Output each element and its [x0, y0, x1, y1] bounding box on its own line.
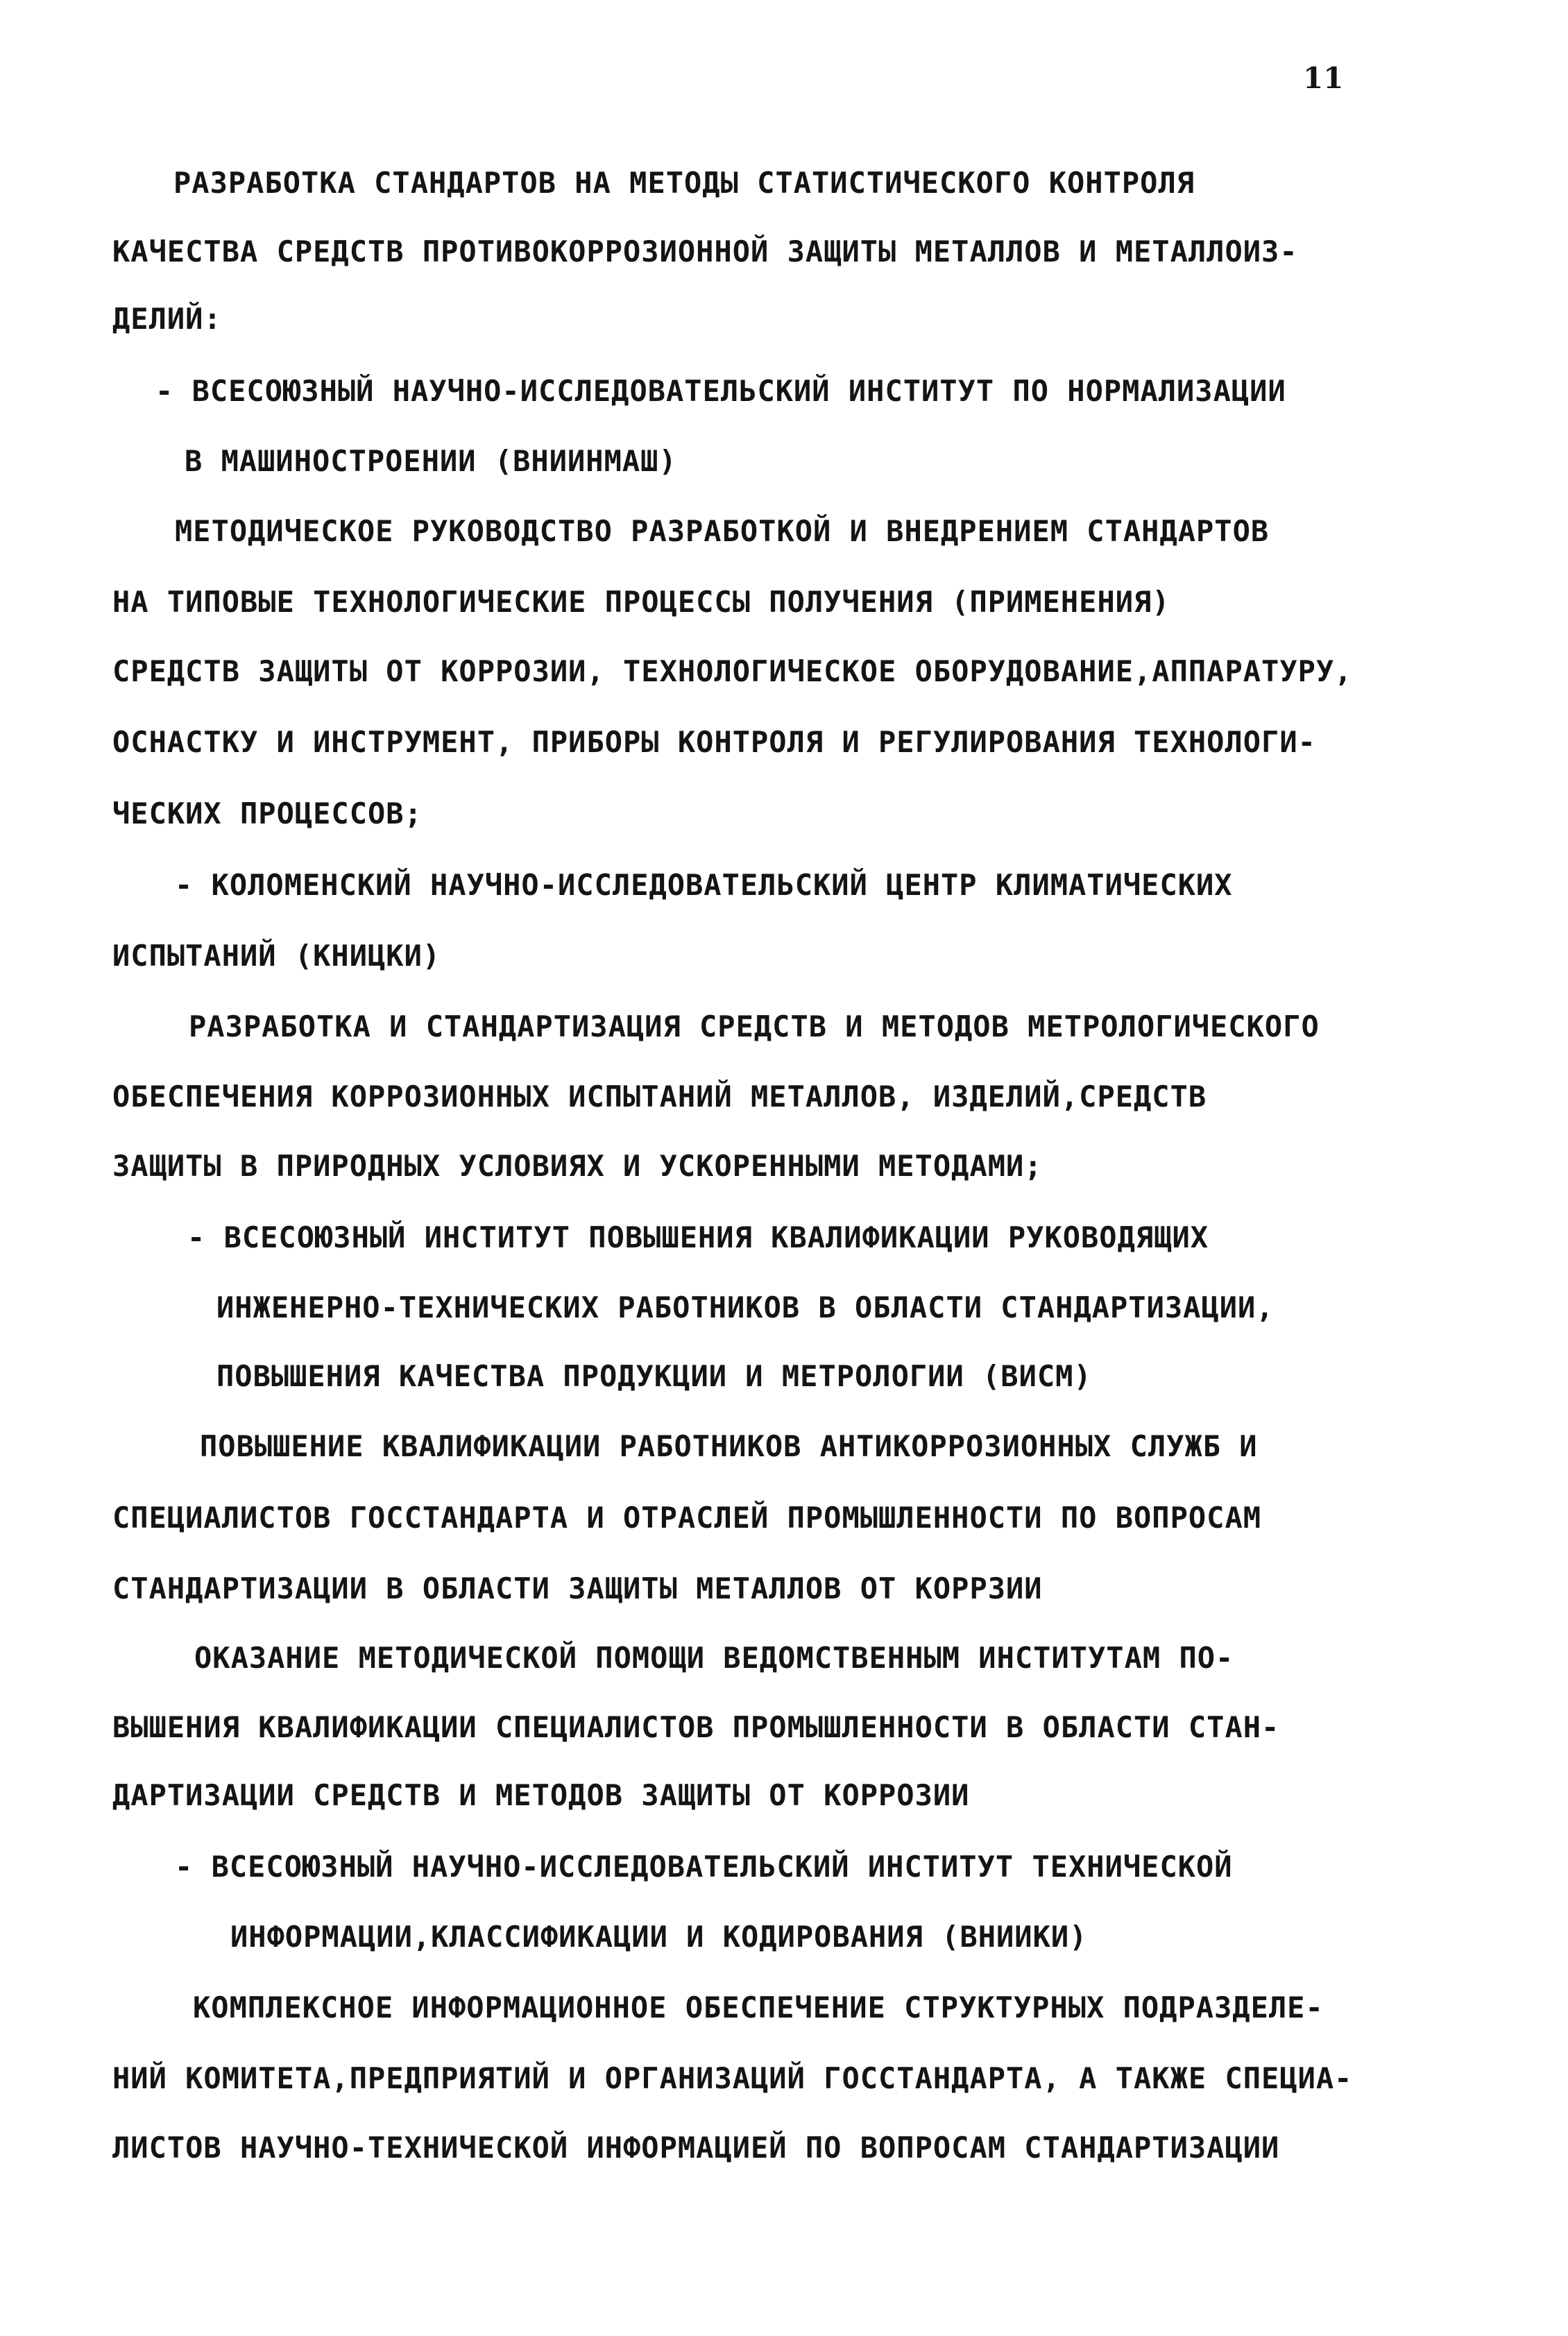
text-line: КОМПЛЕКСНОЕ ИНФОРМАЦИОННОЕ ОБЕСПЕЧЕНИЕ СТРУКТУРНЫХ ПОДРАЗДЕЛЕ- [193, 1990, 1324, 2024]
text-line: НИЙ КОМИТЕТА,ПРЕДПРИЯТИЙ И ОРГАНИЗАЦИЙ ГОССТАНДАРТА, А ТАКЖЕ СПЕЦИА- [112, 2061, 1353, 2095]
text-line: - ВСЕСОЮЗНЫЙ НАУЧНО-ИССЛЕДОВАТЕЛЬСКИЙ ИНСТИТУТ ТЕХНИЧЕСКОЙ [175, 1850, 1233, 1884]
text-line: СРЕДСТВ ЗАЩИТЫ ОТ КОРРОЗИИ, ТЕХНОЛОГИЧЕСКОЕ ОБОРУДОВАНИЕ,АППАРАТУРУ, [112, 654, 1353, 688]
text-line: - ВСЕСОЮЗНЫЙ НАУЧНО-ИССЛЕДОВАТЕЛЬСКИЙ ИНСТИТУТ ПО НОРМАЛИЗАЦИИ [155, 374, 1286, 408]
text-line: ОКАЗАНИЕ МЕТОДИЧЕСКОЙ ПОМОЩИ ВЕДОМСТВЕННЫМ ИНСТИТУТАМ ПО- [194, 1641, 1234, 1675]
text-line: - ВСЕСОЮЗНЫЙ ИНСТИТУТ ПОВЫШЕНИЯ КВАЛИФИКАЦИИ РУКОВОДЯЩИХ [187, 1220, 1209, 1254]
text-line: ИНЖЕНЕРНО-ТЕХНИЧЕСКИХ РАБОТНИКОВ В ОБЛАСТИ СТАНДАРТИЗАЦИИ, [216, 1290, 1275, 1324]
text-line: СПЕЦИАЛИСТОВ ГОССТАНДАРТА И ОТРАСЛЕЙ ПРОМЫШЛЕННОСТИ ПО ВОПРОСАМ [112, 1501, 1262, 1535]
text-line: ДЕЛИЙ: [112, 302, 222, 336]
text-line: ИСПЫТАНИЙ (КНИЦКИ) [112, 939, 441, 973]
text-line: ЗАЩИТЫ В ПРИРОДНЫХ УСЛОВИЯХ И УСКОРЕННЫМИ МЕТОДАМИ; [112, 1149, 1043, 1183]
text-line: РАЗРАБОТКА И СТАНДАРТИЗАЦИЯ СРЕДСТВ И МЕТОДОВ МЕТРОЛОГИЧЕСКОГО [189, 1009, 1320, 1043]
page-number: 11 [1303, 61, 1344, 95]
text-line: НА ТИПОВЫЕ ТЕХНОЛОГИЧЕСКИЕ ПРОЦЕССЫ ПОЛУЧЕНИЯ (ПРИМЕНЕНИЯ) [112, 585, 1170, 619]
text-line: В МАШИНОСТРОЕНИИ (ВНИИНМАШ) [185, 444, 677, 478]
text-line: ИНФОРМАЦИИ,КЛАССИФИКАЦИИ И КОДИРОВАНИЯ (ВНИИКИ) [230, 1920, 1088, 1954]
text-line: МЕТОДИЧЕСКОЕ РУКОВОДСТВО РАЗРАБОТКОЙ И ВНЕДРЕНИЕМ СТАНДАРТОВ [175, 514, 1270, 548]
text-line: СТАНДАРТИЗАЦИИ В ОБЛАСТИ ЗАЩИТЫ МЕТАЛЛОВ ОТ КОРРЗИИ [112, 1571, 1043, 1605]
text-line: ДАРТИЗАЦИИ СРЕДСТВ И МЕТОДОВ ЗАЩИТЫ ОТ КОРРОЗИИ [112, 1778, 970, 1812]
text-line: ПОВЫШЕНИЯ КАЧЕСТВА ПРОДУКЦИИ И МЕТРОЛОГИИ (ВИСМ) [216, 1359, 1092, 1393]
text-line: ПОВЫШЕНИЕ КВАЛИФИКАЦИИ РАБОТНИКОВ АНТИКОРРОЗИОННЫХ СЛУЖБ И [200, 1429, 1258, 1463]
text-line: РАЗРАБОТКА СТАНДАРТОВ НА МЕТОДЫ СТАТИСТИЧЕСКОГО КОНТРОЛЯ [173, 166, 1195, 200]
text-line: ОСНАСТКУ И ИНСТРУМЕНТ, ПРИБОРЫ КОНТРОЛЯ И РЕГУЛИРОВАНИЯ ТЕХНОЛОГИ- [112, 725, 1316, 759]
text-line: ЛИСТОВ НАУЧНО-ТЕХНИЧЕСКОЙ ИНФОРМАЦИЕЙ ПО ВОПРОСАМ СТАНДАРТИЗАЦИИ [112, 2131, 1280, 2165]
text-line: ВЫШЕНИЯ КВАЛИФИКАЦИИ СПЕЦИАЛИСТОВ ПРОМЫШЛЕННОСТИ В ОБЛАСТИ СТАН- [112, 1710, 1280, 1744]
text-line: ОБЕСПЕЧЕНИЯ КОРРОЗИОННЫХ ИСПЫТАНИЙ МЕТАЛЛОВ, ИЗДЕЛИЙ,СРЕДСТВ [112, 1080, 1207, 1114]
text-line: - КОЛОМЕНСКИЙ НАУЧНО-ИССЛЕДОВАТЕЛЬСКИЙ ЦЕНТР КЛИМАТИЧЕСКИХ [175, 868, 1233, 902]
text-line: ЧЕСКИХ ПРОЦЕССОВ; [112, 796, 423, 830]
text-line: КАЧЕСТВА СРЕДСТВ ПРОТИВОКОРРОЗИОННОЙ ЗАЩИТЫ МЕТАЛЛОВ И МЕТАЛЛОИЗ- [112, 235, 1298, 268]
